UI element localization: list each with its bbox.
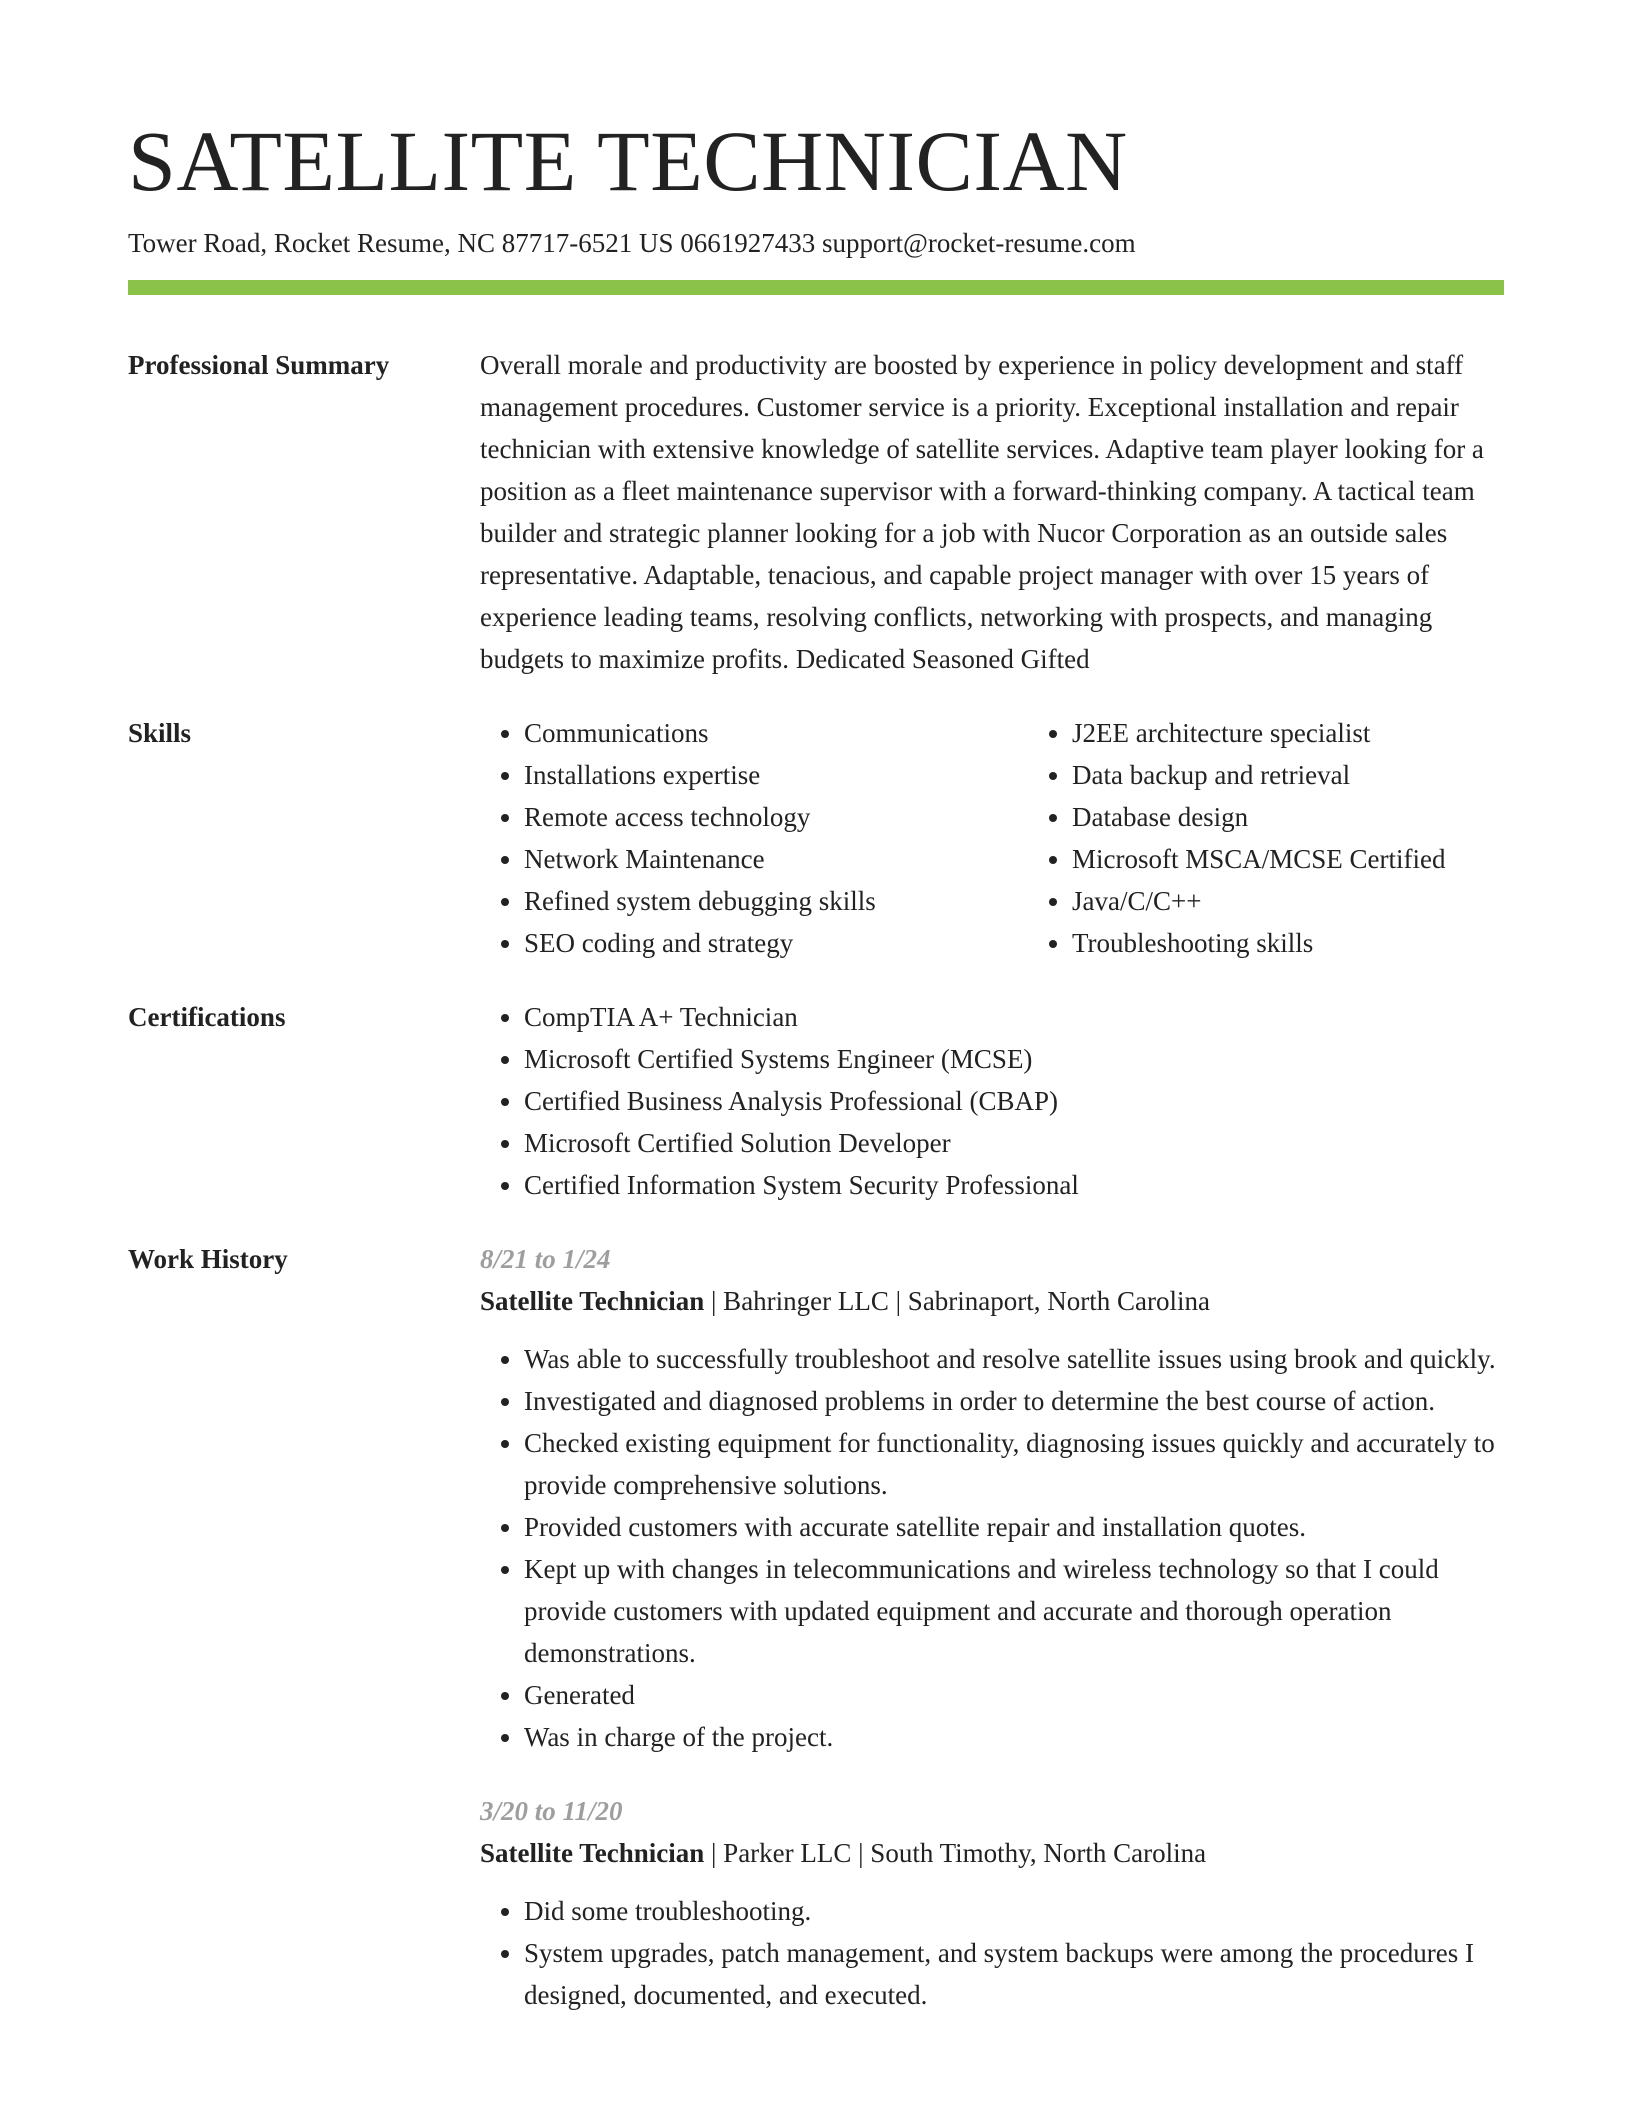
summary-heading: Professional Summary	[128, 350, 390, 380]
job-entry	[480, 1238, 1504, 1758]
job-bullet: • Provided customers with accurate satellite repair and installation quotes.	[524, 1506, 1504, 1548]
skill-item: • Refined system debugging skills	[524, 880, 1028, 922]
job-bullet: • Generated	[524, 1674, 1504, 1716]
job-dates: 3/20 to 11/20	[480, 1796, 623, 1826]
job-bullet: • Checked existing equipment for functionality, diagnosing issues quickly and accurately to provide comprehensive solutions.	[524, 1422, 1504, 1506]
job-bullet: • Kept up with changes in telecommunications and wireless technology so that I could provide customers with updated equipment and accurate and thorough operation demonstrations.	[524, 1548, 1504, 1674]
certification-item: • Microsoft Certified Systems Engineer (MCSE)	[524, 1038, 1504, 1080]
job-header	[480, 1280, 1504, 1322]
work-history-heading: Work History	[128, 1244, 288, 1274]
job-role: Satellite Technician	[480, 1838, 705, 1868]
summary-text: Overall morale and productivity are boosted by experience in policy development and staff management procedures. Customer service is a priority. Exceptional installation and repair technician with extensive knowledge of satellite services. Adaptive team player looking for a position as a fleet maintenance supervisor with a forward-thinking company. A tactical team builder and strategic planner looking for a job with Nucor Corporation as an outside sales representative. Adaptable, tenacious, and capable project manager with over 15 years of experience leading teams, resolving conflicts, networking with prospects, and managing budgets to maximize profits. Dedicated Seasoned Gifted	[480, 350, 1484, 674]
skill-item: • Java/C/C++	[1072, 880, 1576, 922]
skills-section	[128, 712, 1504, 964]
skill-item: • SEO coding and strategy	[524, 922, 1028, 964]
skill-item: • Network Maintenance	[524, 838, 1028, 880]
job-role: Satellite Technician	[480, 1286, 705, 1316]
summary-section	[128, 344, 1504, 680]
certifications-list	[480, 996, 1504, 1206]
skill-item: • Data backup and retrieval	[1072, 754, 1576, 796]
job-dates: 8/21 to 1/24	[480, 1244, 611, 1274]
certification-item: • CompTIA A+ Technician	[524, 996, 1504, 1038]
certification-item: • Certified Business Analysis Professional (CBAP)	[524, 1080, 1504, 1122]
job-bullets	[480, 1338, 1504, 1758]
job-bullet: • Investigated and diagnosed problems in order to determine the best course of action.	[524, 1380, 1504, 1422]
skills-heading: Skills	[128, 718, 192, 748]
skill-item: • Troubleshooting skills	[1072, 922, 1576, 964]
skill-item: • J2EE architecture specialist	[1072, 712, 1576, 754]
job-bullet: • Was able to successfully troubleshoot and resolve satellite issues using brook and quickly.	[524, 1338, 1504, 1380]
certifications-heading: Certifications	[128, 1002, 286, 1032]
certification-item: • Microsoft Certified Solution Developer	[524, 1122, 1504, 1164]
certification-item: • Certified Information System Security Professional	[524, 1164, 1504, 1206]
skill-item: • Installations expertise	[524, 754, 1028, 796]
job-details: | Bahringer LLC | Sabrinaport, North Carolina	[704, 1286, 1210, 1316]
skill-item: • Database design	[1072, 796, 1576, 838]
job-bullet: • Did some troubleshooting.	[524, 1890, 1504, 1932]
job-bullets	[480, 1890, 1504, 2016]
skill-item: • Communications	[524, 712, 1028, 754]
skills-list-left	[480, 712, 1028, 964]
job-bullet: • System upgrades, patch management, and system backups were among the procedures I designed, documented, and executed.	[524, 1932, 1504, 2016]
resume-title: SATELLITE TECHNICIAN	[128, 113, 1128, 209]
certifications-section	[128, 996, 1504, 1206]
skill-item: • Remote access technology	[524, 796, 1028, 838]
job-entry	[480, 1790, 1504, 2016]
skills-list-right	[1028, 712, 1576, 964]
contact-line: Tower Road, Rocket Resume, NC 87717-6521 US 0661927433 support@rocket-resume.com	[128, 228, 1136, 258]
work-history-section	[128, 1238, 1504, 2016]
job-bullet: • Was in charge of the project.	[524, 1716, 1504, 1758]
job-header	[480, 1832, 1504, 1874]
skill-item: • Microsoft MSCA/MCSE Certified	[1072, 838, 1576, 880]
job-details: | Parker LLC | South Timothy, North Carolina	[704, 1838, 1207, 1868]
header-divider	[128, 280, 1504, 295]
